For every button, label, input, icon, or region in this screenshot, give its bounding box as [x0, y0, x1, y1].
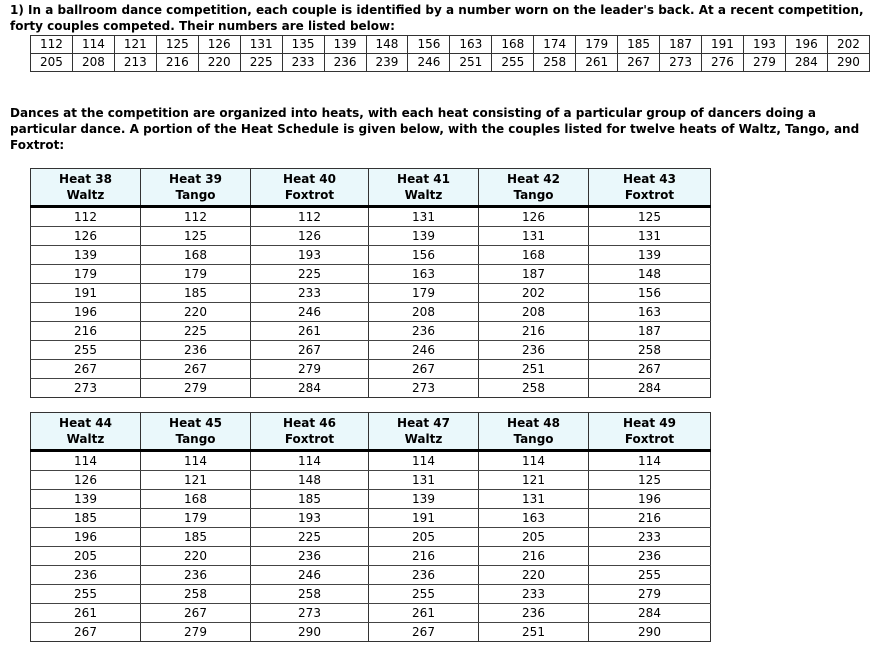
heat-couple-cell: 279: [251, 360, 369, 379]
heat-couple-cell: 114: [141, 451, 251, 471]
heat-couple-cell: 261: [251, 322, 369, 341]
heat-number: Heat 38: [59, 172, 112, 186]
heat-row: [31, 341, 711, 360]
couple-number-cell: 131: [240, 36, 282, 54]
heat-couple-cell: 205: [31, 547, 141, 566]
heat-number: Heat 48: [507, 416, 560, 430]
heat-couple-cell: 290: [589, 623, 711, 642]
couple-number-cell: 126: [198, 36, 240, 54]
heat-dance: Foxtrot: [284, 188, 335, 202]
heat-dance: Foxtrot: [624, 432, 675, 446]
couple-number-cell: 251: [450, 54, 492, 72]
couple-number-cell: 213: [114, 54, 156, 72]
heat-couple-cell: 216: [31, 322, 141, 341]
heat-couple-cell: 114: [589, 451, 711, 471]
heat-couple-cell: 236: [141, 566, 251, 585]
heat-header-cell: [369, 413, 479, 451]
heat-couple-cell: 112: [141, 207, 251, 227]
couple-number-cell: 202: [827, 36, 869, 54]
heat-number: Heat 47: [397, 416, 450, 430]
heat-couple-cell: 284: [589, 604, 711, 623]
heat-header-cell: [369, 169, 479, 207]
heat-couple-cell: 273: [369, 379, 479, 398]
heat-couple-cell: 202: [479, 284, 589, 303]
heat-couple-cell: 196: [31, 303, 141, 322]
heat-schedule-intro: Dances at the competition are organized into heats, with each heat consisting of a particular group of dancers doing a particular dance. A portion of the Heat Schedule is given below, with the couples listed for twelve heats of Waltz, Tango, and Foxtrot:: [10, 106, 860, 152]
heat-number: Heat 42: [507, 172, 560, 186]
question-intro: 1) In a ballroom dance competition, each couple is identified by a number worn on the leader's back. At a recent competition, forty couples competed. Their numbers are listed below:: [10, 3, 864, 33]
heat-couple-cell: 216: [479, 547, 589, 566]
heat-couple-cell: 284: [589, 379, 711, 398]
heat-couple-cell: 251: [479, 360, 589, 379]
heat-number: Heat 40: [283, 172, 336, 186]
couple-number-cell: 193: [743, 36, 785, 54]
heat-couple-cell: 148: [251, 471, 369, 490]
couple-number-cell: 205: [31, 54, 73, 72]
heat-couple-cell: 236: [479, 604, 589, 623]
heat-couple-cell: 236: [369, 322, 479, 341]
heat-dance: Waltz: [66, 188, 105, 202]
heat-dance: Tango: [175, 432, 216, 446]
heat-couple-cell: 267: [31, 360, 141, 379]
heat-couple-cell: 126: [31, 227, 141, 246]
heat-couple-cell: 279: [141, 379, 251, 398]
heat-row: [31, 265, 711, 284]
heat-couple-cell: 258: [251, 585, 369, 604]
heat-couple-cell: 208: [479, 303, 589, 322]
heat-header-cell: [141, 413, 251, 451]
couple-number-cell: 191: [702, 36, 744, 54]
heat-couple-cell: 236: [141, 341, 251, 360]
heat-couple-cell: 290: [251, 623, 369, 642]
heat-row: [31, 322, 711, 341]
heat-row: [31, 284, 711, 303]
heat-dance: Waltz: [404, 188, 443, 202]
heat-couple-cell: 273: [251, 604, 369, 623]
couple-number-cell: 125: [156, 36, 198, 54]
heat-couple-cell: 139: [369, 227, 479, 246]
heat-couple-cell: 258: [141, 585, 251, 604]
heat-dance: Tango: [513, 188, 554, 202]
couple-number-cell: 187: [660, 36, 702, 54]
heat-row: [31, 303, 711, 322]
heat-number: Heat 39: [169, 172, 222, 186]
heat-header-row: [31, 413, 711, 451]
heat-couple-cell: 125: [589, 207, 711, 227]
couple-number-cell: 174: [534, 36, 576, 54]
heat-row: [31, 566, 711, 585]
heat-couple-cell: 139: [31, 490, 141, 509]
heat-couple-cell: 193: [251, 509, 369, 528]
heat-row: [31, 585, 711, 604]
heat-number: Heat 45: [169, 416, 222, 430]
heat-row: [31, 547, 711, 566]
heat-couple-cell: 168: [479, 246, 589, 265]
couple-number-cell: 258: [534, 54, 576, 72]
heat-couple-cell: 233: [589, 528, 711, 547]
heat-couple-cell: 267: [141, 360, 251, 379]
heat-couple-cell: 251: [479, 623, 589, 642]
heat-dance: Tango: [513, 432, 554, 446]
couple-numbers-row: [31, 54, 870, 72]
couple-number-cell: 112: [31, 36, 73, 54]
couple-number-cell: 185: [618, 36, 660, 54]
heat-couple-cell: 267: [251, 341, 369, 360]
heat-couple-cell: 187: [589, 322, 711, 341]
couple-number-cell: 225: [240, 54, 282, 72]
couple-number-cell: 273: [660, 54, 702, 72]
heat-header-cell: [141, 169, 251, 207]
couple-number-cell: 276: [702, 54, 744, 72]
heat-couple-cell: 179: [141, 265, 251, 284]
heat-row: [31, 360, 711, 379]
heat-couple-cell: 225: [251, 528, 369, 547]
heat-couple-cell: 205: [479, 528, 589, 547]
heat-couple-cell: 185: [251, 490, 369, 509]
couple-number-cell: 246: [408, 54, 450, 72]
heat-couple-cell: 139: [31, 246, 141, 265]
heat-couple-cell: 236: [479, 341, 589, 360]
couple-number-cell: 233: [282, 54, 324, 72]
heat-couple-cell: 236: [369, 566, 479, 585]
heat-row: [31, 528, 711, 547]
heat-couple-cell: 193: [251, 246, 369, 265]
heat-couple-cell: 156: [369, 246, 479, 265]
heat-couple-cell: 258: [479, 379, 589, 398]
heat-dance: Waltz: [66, 432, 105, 446]
heat-couple-cell: 112: [251, 207, 369, 227]
heat-row: [31, 246, 711, 265]
heat-couple-cell: 261: [369, 604, 479, 623]
heat-dance: Foxtrot: [624, 188, 675, 202]
couple-number-cell: 290: [827, 54, 869, 72]
heat-couple-cell: 267: [141, 604, 251, 623]
heat-couple-cell: 216: [589, 509, 711, 528]
couple-number-cell: 168: [492, 36, 534, 54]
heat-header-cell: [479, 169, 589, 207]
heat-couple-cell: 185: [141, 284, 251, 303]
heat-couple-cell: 246: [251, 303, 369, 322]
heat-couple-cell: 168: [141, 490, 251, 509]
heat-couple-cell: 139: [589, 246, 711, 265]
heat-row: [31, 509, 711, 528]
heat-couple-cell: 279: [141, 623, 251, 642]
couple-numbers-row: [31, 36, 870, 54]
heat-couple-cell: 131: [369, 471, 479, 490]
heat-couple-cell: 236: [251, 547, 369, 566]
heat-row: [31, 604, 711, 623]
heat-couple-cell: 131: [589, 227, 711, 246]
heat-couple-cell: 258: [589, 341, 711, 360]
heat-couple-cell: 267: [369, 360, 479, 379]
couple-number-cell: 284: [785, 54, 827, 72]
couple-number-cell: 220: [198, 54, 240, 72]
heat-row: [31, 207, 711, 227]
heat-number: Heat 44: [59, 416, 112, 430]
heat-header-cell: [479, 413, 589, 451]
couple-number-cell: 216: [156, 54, 198, 72]
heat-row: [31, 471, 711, 490]
heat-dance: Foxtrot: [284, 432, 335, 446]
heat-dance: Tango: [175, 188, 216, 202]
couple-number-cell: 208: [72, 54, 114, 72]
couple-number-cell: 196: [785, 36, 827, 54]
heat-couple-cell: 220: [141, 547, 251, 566]
heat-couple-cell: 125: [589, 471, 711, 490]
heat-couple-cell: 216: [479, 322, 589, 341]
heat-number: Heat 46: [283, 416, 336, 430]
heat-couple-cell: 114: [251, 451, 369, 471]
heat-row: [31, 227, 711, 246]
heat-couple-cell: 125: [141, 227, 251, 246]
couple-number-cell: 261: [576, 54, 618, 72]
heat-couple-cell: 273: [31, 379, 141, 398]
heat-couple-cell: 191: [369, 509, 479, 528]
heat-couple-cell: 216: [369, 547, 479, 566]
heat-couple-cell: 185: [141, 528, 251, 547]
heat-header-cell: [31, 169, 141, 207]
heat-couple-cell: 205: [369, 528, 479, 547]
heat-couple-cell: 267: [369, 623, 479, 642]
heat-couple-cell: 267: [31, 623, 141, 642]
heat-schedule-table-1: [30, 168, 711, 398]
heat-couple-cell: 112: [31, 207, 141, 227]
heat-couple-cell: 261: [31, 604, 141, 623]
couple-number-cell: 148: [366, 36, 408, 54]
heat-header-cell: [31, 413, 141, 451]
couple-number-cell: 279: [743, 54, 785, 72]
heat-couple-cell: 255: [589, 566, 711, 585]
heat-couple-cell: 233: [251, 284, 369, 303]
heat-row: [31, 379, 711, 398]
heat-couple-cell: 246: [369, 341, 479, 360]
heat-couple-cell: 126: [31, 471, 141, 490]
heat-couple-cell: 126: [479, 207, 589, 227]
couple-number-cell: 236: [324, 54, 366, 72]
couple-number-cell: 163: [450, 36, 492, 54]
heat-couple-cell: 185: [31, 509, 141, 528]
heat-couple-cell: 220: [141, 303, 251, 322]
heat-header-row: [31, 169, 711, 207]
heat-couple-cell: 225: [251, 265, 369, 284]
heat-couple-cell: 114: [479, 451, 589, 471]
couple-number-cell: 179: [576, 36, 618, 54]
heat-couple-cell: 225: [141, 322, 251, 341]
couple-number-cell: 114: [72, 36, 114, 54]
heat-couple-cell: 114: [31, 451, 141, 471]
heat-couple-cell: 156: [589, 284, 711, 303]
heat-couple-cell: 284: [251, 379, 369, 398]
heat-number: Heat 49: [623, 416, 676, 430]
heat-couple-cell: 179: [31, 265, 141, 284]
heat-couple-cell: 179: [369, 284, 479, 303]
heat-couple-cell: 208: [369, 303, 479, 322]
heat-couple-cell: 196: [31, 528, 141, 547]
heat-couple-cell: 168: [141, 246, 251, 265]
heat-couple-cell: 233: [479, 585, 589, 604]
couple-number-cell: 139: [324, 36, 366, 54]
heat-couple-cell: 126: [251, 227, 369, 246]
heat-couple-cell: 236: [31, 566, 141, 585]
heat-header-cell: [251, 169, 369, 207]
heat-schedule-table-2: [30, 412, 711, 642]
heat-couple-cell: 131: [369, 207, 479, 227]
heat-couple-cell: 236: [589, 547, 711, 566]
heat-couple-cell: 255: [31, 341, 141, 360]
couple-number-cell: 135: [282, 36, 324, 54]
heat-couple-cell: 187: [479, 265, 589, 284]
heat-couple-cell: 121: [141, 471, 251, 490]
heat-header-cell: [251, 413, 369, 451]
heat-couple-cell: 246: [251, 566, 369, 585]
heat-row: [31, 451, 711, 471]
heat-dance: Waltz: [404, 432, 443, 446]
heat-header-cell: [589, 169, 711, 207]
heat-couple-cell: 267: [589, 360, 711, 379]
heat-couple-cell: 163: [369, 265, 479, 284]
heat-couple-cell: 131: [479, 227, 589, 246]
heat-couple-cell: 196: [589, 490, 711, 509]
heat-couple-cell: 114: [369, 451, 479, 471]
heat-couple-cell: 148: [589, 265, 711, 284]
heat-couple-cell: 191: [31, 284, 141, 303]
heat-couple-cell: 131: [479, 490, 589, 509]
couple-numbers-table: [30, 35, 870, 72]
heat-row: [31, 623, 711, 642]
couple-number-cell: 267: [618, 54, 660, 72]
heat-couple-cell: 279: [589, 585, 711, 604]
heat-number: Heat 43: [623, 172, 676, 186]
heat-couple-cell: 163: [589, 303, 711, 322]
heat-couple-cell: 163: [479, 509, 589, 528]
heat-couple-cell: 121: [479, 471, 589, 490]
heat-couple-cell: 220: [479, 566, 589, 585]
couple-number-cell: 121: [114, 36, 156, 54]
heat-number: Heat 41: [397, 172, 450, 186]
couple-number-cell: 239: [366, 54, 408, 72]
heat-header-cell: [589, 413, 711, 451]
heat-couple-cell: 179: [141, 509, 251, 528]
heat-couple-cell: 255: [369, 585, 479, 604]
heat-couple-cell: 139: [369, 490, 479, 509]
heat-row: [31, 490, 711, 509]
heat-couple-cell: 255: [31, 585, 141, 604]
couple-number-cell: 255: [492, 54, 534, 72]
couple-number-cell: 156: [408, 36, 450, 54]
